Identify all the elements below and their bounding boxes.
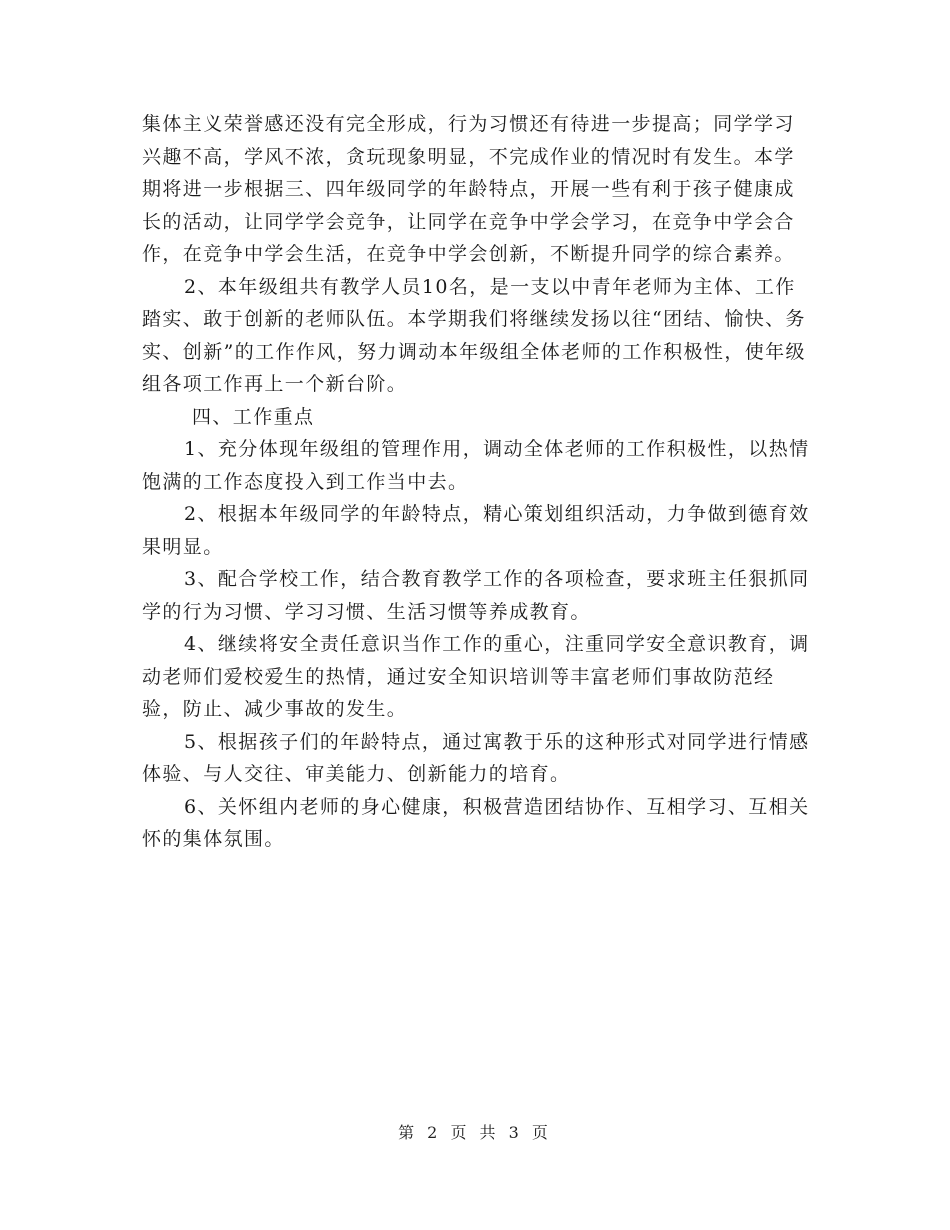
- list-item-1: 1、充分体现年级组的管理作用，调动全体老师的工作积极性，以热情饱满的工作态度投入到工作当中去。: [142, 438, 810, 493]
- page-number-footer: 第 2 页 共 3 页: [398, 1123, 552, 1142]
- paragraph-continuation: 集体主义荣誉感还没有完全形成，行为习惯还有待进一步提高；同学学习兴趣不高，学风不浓，贪玩现象明显，不完成作业的情况时有发生。本学期将进一步根据三、四年级同学的年龄特点，开展一些有利于孩子健康成长的活动，让同学学会竞争，让同学在竞争中学会学习，在竞争中学会合作，在竞争中学会生活，在竞争中学会创新，不断提升同学的综合素养。: [142, 113, 795, 265]
- list-item-3: 3、配合学校工作，结合教育教学工作的各项检查，要求班主任狠抓同学的行为习惯、学习习惯、生活习惯等养成教育。: [142, 568, 810, 623]
- list-item-2: 2、根据本年级同学的年龄特点，精心策划组织活动，力争做到德育效果明显。: [142, 503, 810, 558]
- paragraph-teaching-staff: 2、本年级组共有教学人员10名，是一支以中青年老师为主体、工作踏实、敢于创新的老师队伍。本学期我们将继续发扬以往“团结、愉快、务实、创新”的工作作风，努力调动本年级组全体老师的工作积极性，使年级组各项工作再上一个新台阶。: [142, 275, 806, 395]
- list-item-5: 5、根据孩子们的年龄特点，通过寓教于乐的这种形式对同学进行情感体验、与人交往、审美能力、创新能力的培育。: [142, 730, 810, 785]
- document-body: [142, 108, 812, 856]
- list-item-4: 4、继续将安全责任意识当作工作的重心，注重同学安全意识教育，调动老师们爱校爱生的热情，通过安全知识培训等丰富老师们事故防范经验，防止、减少事故的发生。: [142, 633, 810, 720]
- list-item-6: 6、关怀组内老师的身心健康，积极营造团结协作、互相学习、互相关怀的集体氛围。: [142, 795, 810, 850]
- section-heading-work-focus: 四、工作重点: [192, 405, 315, 428]
